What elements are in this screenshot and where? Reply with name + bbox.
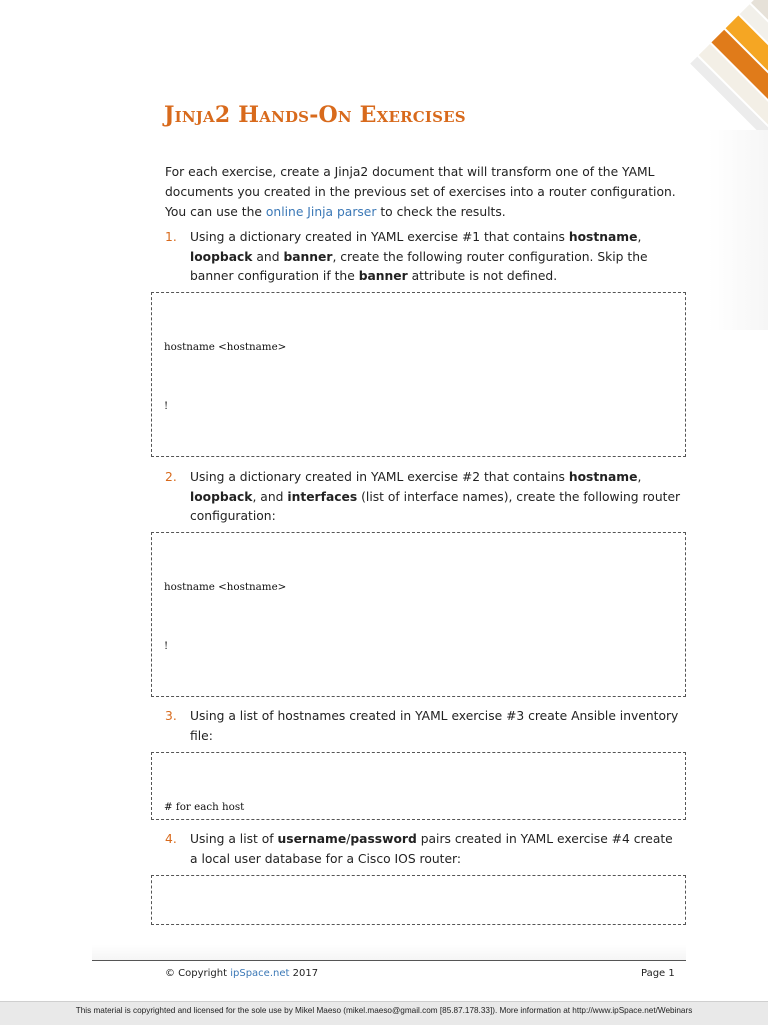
exercise-number: 3.: [165, 709, 177, 723]
exercise-text: Using a list of hostnames created in YAML exercise #3 create Ansible inventory file:: [190, 709, 679, 743]
exercise-number: 2.: [165, 470, 177, 484]
page-number: Page 1: [641, 968, 675, 979]
license-bar: [0, 1001, 768, 1025]
corner-stripes-decoration: [618, 0, 768, 130]
license-text: This material is copyrighted and licensed for the sole use by Mikel Maeso (mikel.maeso@gmail.com [85.87.178.33]). More information at http://www.ipSpace.net/Webinars: [75, 1006, 693, 1015]
code-line: [164, 921, 673, 925]
exercise-text: Using a dictionary created in YAML exercise #1 that contains hostname, loopback and banner, create the following router configuration. Skip the banner configuration if the banner attribute is not defined.: [190, 230, 648, 283]
code-line: !: [164, 399, 169, 412]
right-edge-shading: [708, 130, 768, 330]
exercise-number: 4.: [165, 832, 177, 846]
code-line: [164, 455, 673, 457]
code-block-3: [151, 752, 686, 820]
ipspace-link[interactable]: ipSpace.net: [230, 968, 290, 979]
code-line: hostname <hostname>: [164, 581, 287, 593]
code-block-2: [151, 532, 686, 697]
exercise-text: Using a list of username/password pairs created in YAML exercise #4 create a local user database for a Cisco IOS router:: [190, 832, 673, 866]
code-line: # for each host: [164, 801, 245, 813]
intro-text-end: to check the results.: [376, 205, 506, 219]
footer-divider: [92, 960, 686, 961]
code-line: [164, 695, 673, 697]
exercise-text: Using a dictionary created in YAML exercise #2 that contains hostname, loopback, and interfaces (list of interface names), create the following router configuration:: [190, 470, 681, 523]
footer-copyright: © Copyright ipSpace.net 2017: [165, 968, 319, 979]
footer-shadow: [92, 944, 686, 960]
exercise-number: 1.: [165, 230, 177, 244]
code-block-4: [151, 875, 686, 925]
code-block-1: [151, 292, 686, 457]
page-title: Jinja2 Hands-On Exercises: [164, 102, 466, 128]
online-jinja-parser-link[interactable]: online Jinja parser: [265, 205, 377, 219]
intro-text: For each exercise, create a Jinja2 document that will transform one of the YAML documents you created in the previous set of exercises into a router configuration. You can use the: [165, 165, 676, 219]
code-line: !: [164, 639, 169, 652]
intro-paragraph: [165, 162, 685, 222]
code-line: hostname <hostname>: [164, 341, 287, 353]
